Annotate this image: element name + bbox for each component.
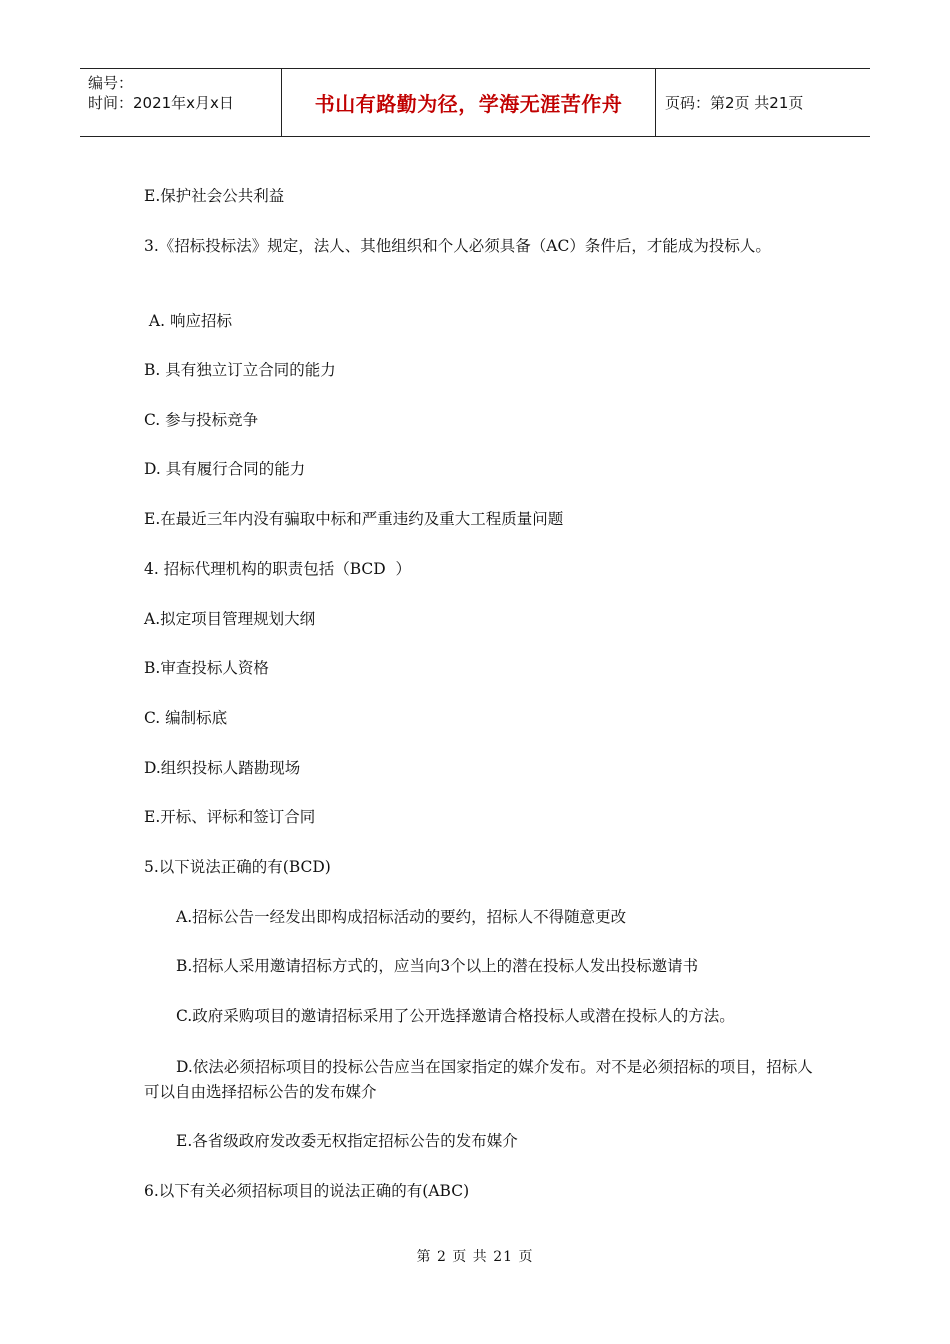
question-4: 4. 招标代理机构的职责包括（BCD ）	[144, 560, 412, 578]
header-meta	[80, 69, 282, 136]
option-c-line: C. 参与投标竞争	[144, 411, 259, 429]
number-label: 编号：	[88, 74, 134, 92]
page-header	[80, 68, 870, 137]
option-d-line: D. 具有履行合同的能力	[144, 460, 306, 478]
header-page-info: 页码：第2页 共21页	[665, 94, 804, 112]
option-d-line: D.组织投标人踏勘现场	[144, 759, 301, 777]
option-b-line: B.审查投标人资格	[144, 659, 269, 677]
option-e-line: E.开标、评标和签订合同	[144, 808, 316, 826]
option-b-line: B.招标人采用邀请招标方式的，应当向3个以上的潜在投标人发出投标邀请书	[176, 957, 699, 975]
option-a-line: A.拟定项目管理规划大纲	[144, 610, 316, 628]
question-3: 3.《招标投标法》规定，法人、其他组织和个人必须具备（AC）条件后，才能成为投标人。	[144, 237, 771, 255]
option-d-line: D.依法必须招标项目的投标公告应当在国家指定的媒介发布。对不是必须招标的项目，招标人可以自由选择招标公告的发布媒介	[144, 1058, 813, 1101]
header-motto: 书山有路勤为径，学海无涯苦作舟	[282, 69, 656, 136]
question-6: 6.以下有关必须招标项目的说法正确的有(ABC)	[144, 1182, 470, 1200]
page-footer: 第 2 页 共 21 页	[416, 1249, 534, 1265]
option-e-line: E.保护社会公共利益	[144, 187, 285, 205]
option-b-line: B. 具有独立订立合同的能力	[144, 361, 336, 379]
option-e-line: E.在最近三年内没有骗取中标和严重违约及重大工程质量问题	[144, 510, 564, 528]
option-a-line: A. 响应招标	[144, 312, 232, 330]
time-label: 时间：2021年x月x日	[88, 94, 234, 112]
option-c-line: C.政府采购项目的邀请招标采用了公开选择邀请合格投标人或潜在投标人的方法。	[176, 1007, 735, 1025]
question-5: 5.以下说法正确的有(BCD)	[144, 858, 331, 876]
option-a-line: A.招标公告一经发出即构成招标活动的要约，招标人不得随意更改	[176, 908, 627, 926]
option-e-line: E.各省级政府发改委无权指定招标公告的发布媒介	[176, 1132, 518, 1150]
option-c-line: C. 编制标底	[144, 709, 228, 727]
